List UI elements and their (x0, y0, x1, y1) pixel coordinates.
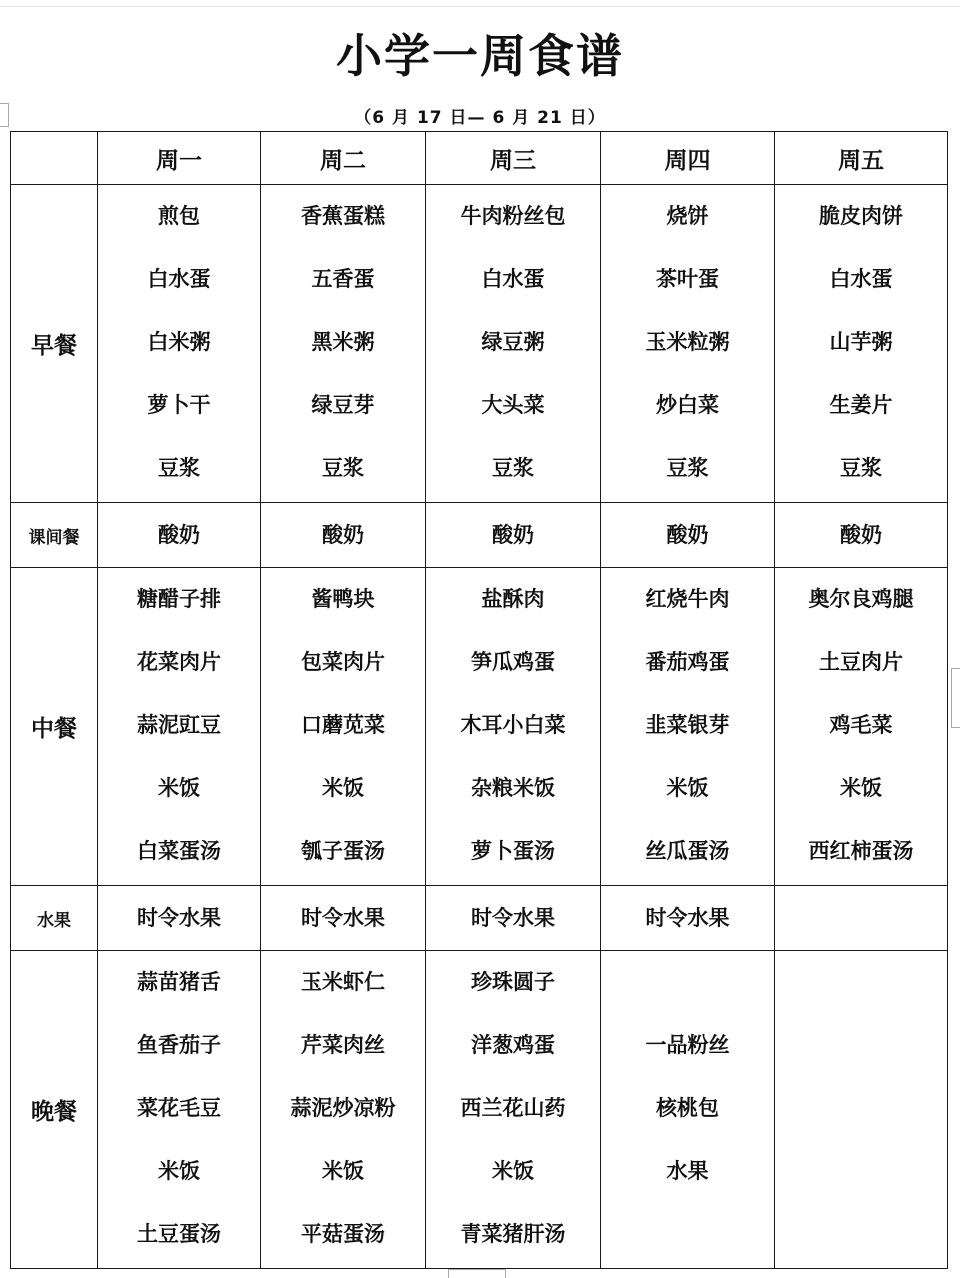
snack-cell: 酸奶 (601, 503, 775, 568)
menu-item: 豆浆 (158, 456, 200, 480)
menu-item: 土豆蛋汤 (137, 1222, 221, 1246)
menu-item: 五香蛋 (311, 267, 375, 291)
dinner-cell (98, 951, 261, 1269)
menu-item: 豆浆 (666, 456, 709, 480)
page-edge-marker (951, 668, 960, 728)
page-top-rule (0, 6, 960, 7)
menu-item: 米饭 (322, 776, 364, 800)
fruit-cell: 时令水果 (261, 886, 426, 951)
menu-item: 西兰花山药 (460, 1096, 566, 1120)
menu-item: 豆浆 (840, 456, 882, 480)
menu-item: 萝卜蛋汤 (471, 839, 555, 863)
fruit-cell (775, 886, 948, 951)
breakfast-cell (601, 185, 775, 503)
menu-item: 水果 (666, 1159, 709, 1183)
lunch-cell (98, 568, 261, 886)
menu-table (10, 131, 948, 1269)
meal-label-fruit: 水果 (11, 886, 98, 951)
dinner-cell (261, 951, 426, 1269)
menu-item: 红烧牛肉 (645, 587, 730, 611)
menu-item: 蒜苗猪舌 (137, 970, 221, 994)
menu-item: 番茄鸡蛋 (645, 650, 730, 674)
meal-label-snack: 课间餐 (11, 503, 98, 568)
menu-item: 白水蛋 (147, 267, 211, 291)
lunch-cell (775, 568, 948, 886)
menu-item: 盐酥肉 (481, 587, 545, 611)
snack-cell: 酸奶 (775, 503, 948, 568)
lunch-cell (261, 568, 426, 886)
menu-item: 糖醋子排 (137, 587, 221, 611)
menu-item: 花菜肉片 (137, 650, 221, 674)
menu-item: 玉米虾仁 (301, 970, 385, 994)
header-row (11, 132, 948, 185)
lunch-cell (601, 568, 775, 886)
breakfast-cell (426, 185, 601, 503)
meal-label-lunch: 中餐 (11, 568, 98, 886)
meal-label-breakfast: 早餐 (11, 185, 98, 503)
menu-item: 菜花毛豆 (137, 1096, 221, 1120)
menu-item: 米饭 (666, 776, 709, 800)
menu-item: 木耳小白菜 (460, 713, 566, 737)
menu-item: 香蕉蛋糕 (301, 204, 385, 228)
date-range: （6 月 17 日— 6 月 21 日） (354, 108, 606, 128)
menu-item: 蒜泥豇豆 (137, 713, 221, 737)
menu-item: 炒白菜 (656, 393, 719, 417)
fruit-cell: 时令水果 (98, 886, 261, 951)
menu-item: 杂粮米饭 (471, 776, 555, 800)
menu-item: 绿豆粥 (481, 330, 545, 354)
menu-item: 鱼香茄子 (137, 1033, 221, 1057)
menu-item: 米饭 (840, 776, 882, 800)
dinner-cell (775, 951, 948, 1269)
dinner-cell (426, 951, 601, 1269)
meal-label-dinner: 晚餐 (11, 951, 98, 1269)
day-header: 周三 (426, 132, 601, 185)
snack-row (11, 503, 948, 568)
menu-item: 豆浆 (492, 456, 534, 480)
menu-item: 土豆肉片 (819, 650, 903, 674)
breakfast-cell (261, 185, 426, 503)
menu-item: 萝卜干 (147, 393, 211, 417)
menu-item: 口蘑苋菜 (301, 713, 385, 737)
menu-item: 青菜猪肝汤 (460, 1222, 566, 1246)
menu-item: 洋葱鸡蛋 (471, 1033, 555, 1057)
day-header: 周四 (601, 132, 775, 185)
menu-item: 酱鸭块 (311, 587, 375, 611)
lunch-row (11, 568, 948, 886)
menu-item: 白菜蛋汤 (137, 839, 221, 863)
menu-item: 米饭 (492, 1159, 534, 1183)
menu-item: 白水蛋 (481, 267, 545, 291)
menu-item: 白米粥 (147, 330, 211, 354)
menu-item: 鸡毛菜 (829, 713, 893, 737)
menu-item: 瓠子蛋汤 (301, 839, 385, 863)
menu-item: 平菇蛋汤 (301, 1222, 385, 1246)
menu-item: 包菜肉片 (301, 650, 385, 674)
breakfast-cell (98, 185, 261, 503)
menu-item: 脆皮肉饼 (819, 204, 903, 228)
menu-item: 生姜片 (829, 393, 893, 417)
snack-cell: 酸奶 (98, 503, 261, 568)
menu-item: 玉米粒粥 (645, 330, 730, 354)
day-header: 周五 (775, 132, 948, 185)
menu-item: 米饭 (322, 1159, 364, 1183)
menu-item: 西红柿蛋汤 (808, 839, 914, 863)
fruit-cell: 时令水果 (426, 886, 601, 951)
menu-item: 蒜泥炒凉粉 (290, 1096, 396, 1120)
menu-item: 奥尔良鸡腿 (808, 587, 914, 611)
snack-cell: 酸奶 (261, 503, 426, 568)
fruit-cell: 时令水果 (601, 886, 775, 951)
corner-cell (11, 132, 98, 185)
dinner-row (11, 951, 948, 1269)
menu-item: 绿豆芽 (311, 393, 375, 417)
snack-cell: 酸奶 (426, 503, 601, 568)
menu-item: 一品粉丝 (645, 1033, 730, 1057)
menu-item: 白水蛋 (829, 267, 893, 291)
menu-item: 珍珠圆子 (471, 970, 555, 994)
day-header: 周一 (98, 132, 261, 185)
menu-item: 丝瓜蛋汤 (645, 839, 730, 863)
day-header: 周二 (261, 132, 426, 185)
menu-item: 大头菜 (481, 393, 545, 417)
breakfast-row (11, 185, 948, 503)
menu-item: 豆浆 (322, 456, 364, 480)
menu-item: 牛肉粉丝包 (460, 204, 566, 228)
menu-item: 米饭 (158, 776, 200, 800)
menu-item: 笋瓜鸡蛋 (471, 650, 555, 674)
breakfast-cell (775, 185, 948, 503)
menu-item: 烧饼 (666, 204, 709, 228)
lunch-cell (426, 568, 601, 886)
menu-item: 核桃包 (656, 1096, 719, 1120)
menu-item: 韭菜银芽 (645, 713, 730, 737)
menu-item: 煎包 (158, 204, 200, 228)
menu-item: 茶叶蛋 (656, 267, 719, 291)
page-title: 小学一周食谱 (336, 29, 624, 83)
menu-item: 黑米粥 (311, 330, 375, 354)
dinner-cell (601, 951, 775, 1269)
menu-item: 山芋粥 (829, 330, 893, 354)
menu-item: 米饭 (158, 1159, 200, 1183)
menu-item: 芹菜肉丝 (301, 1033, 385, 1057)
fruit-row (11, 886, 948, 951)
